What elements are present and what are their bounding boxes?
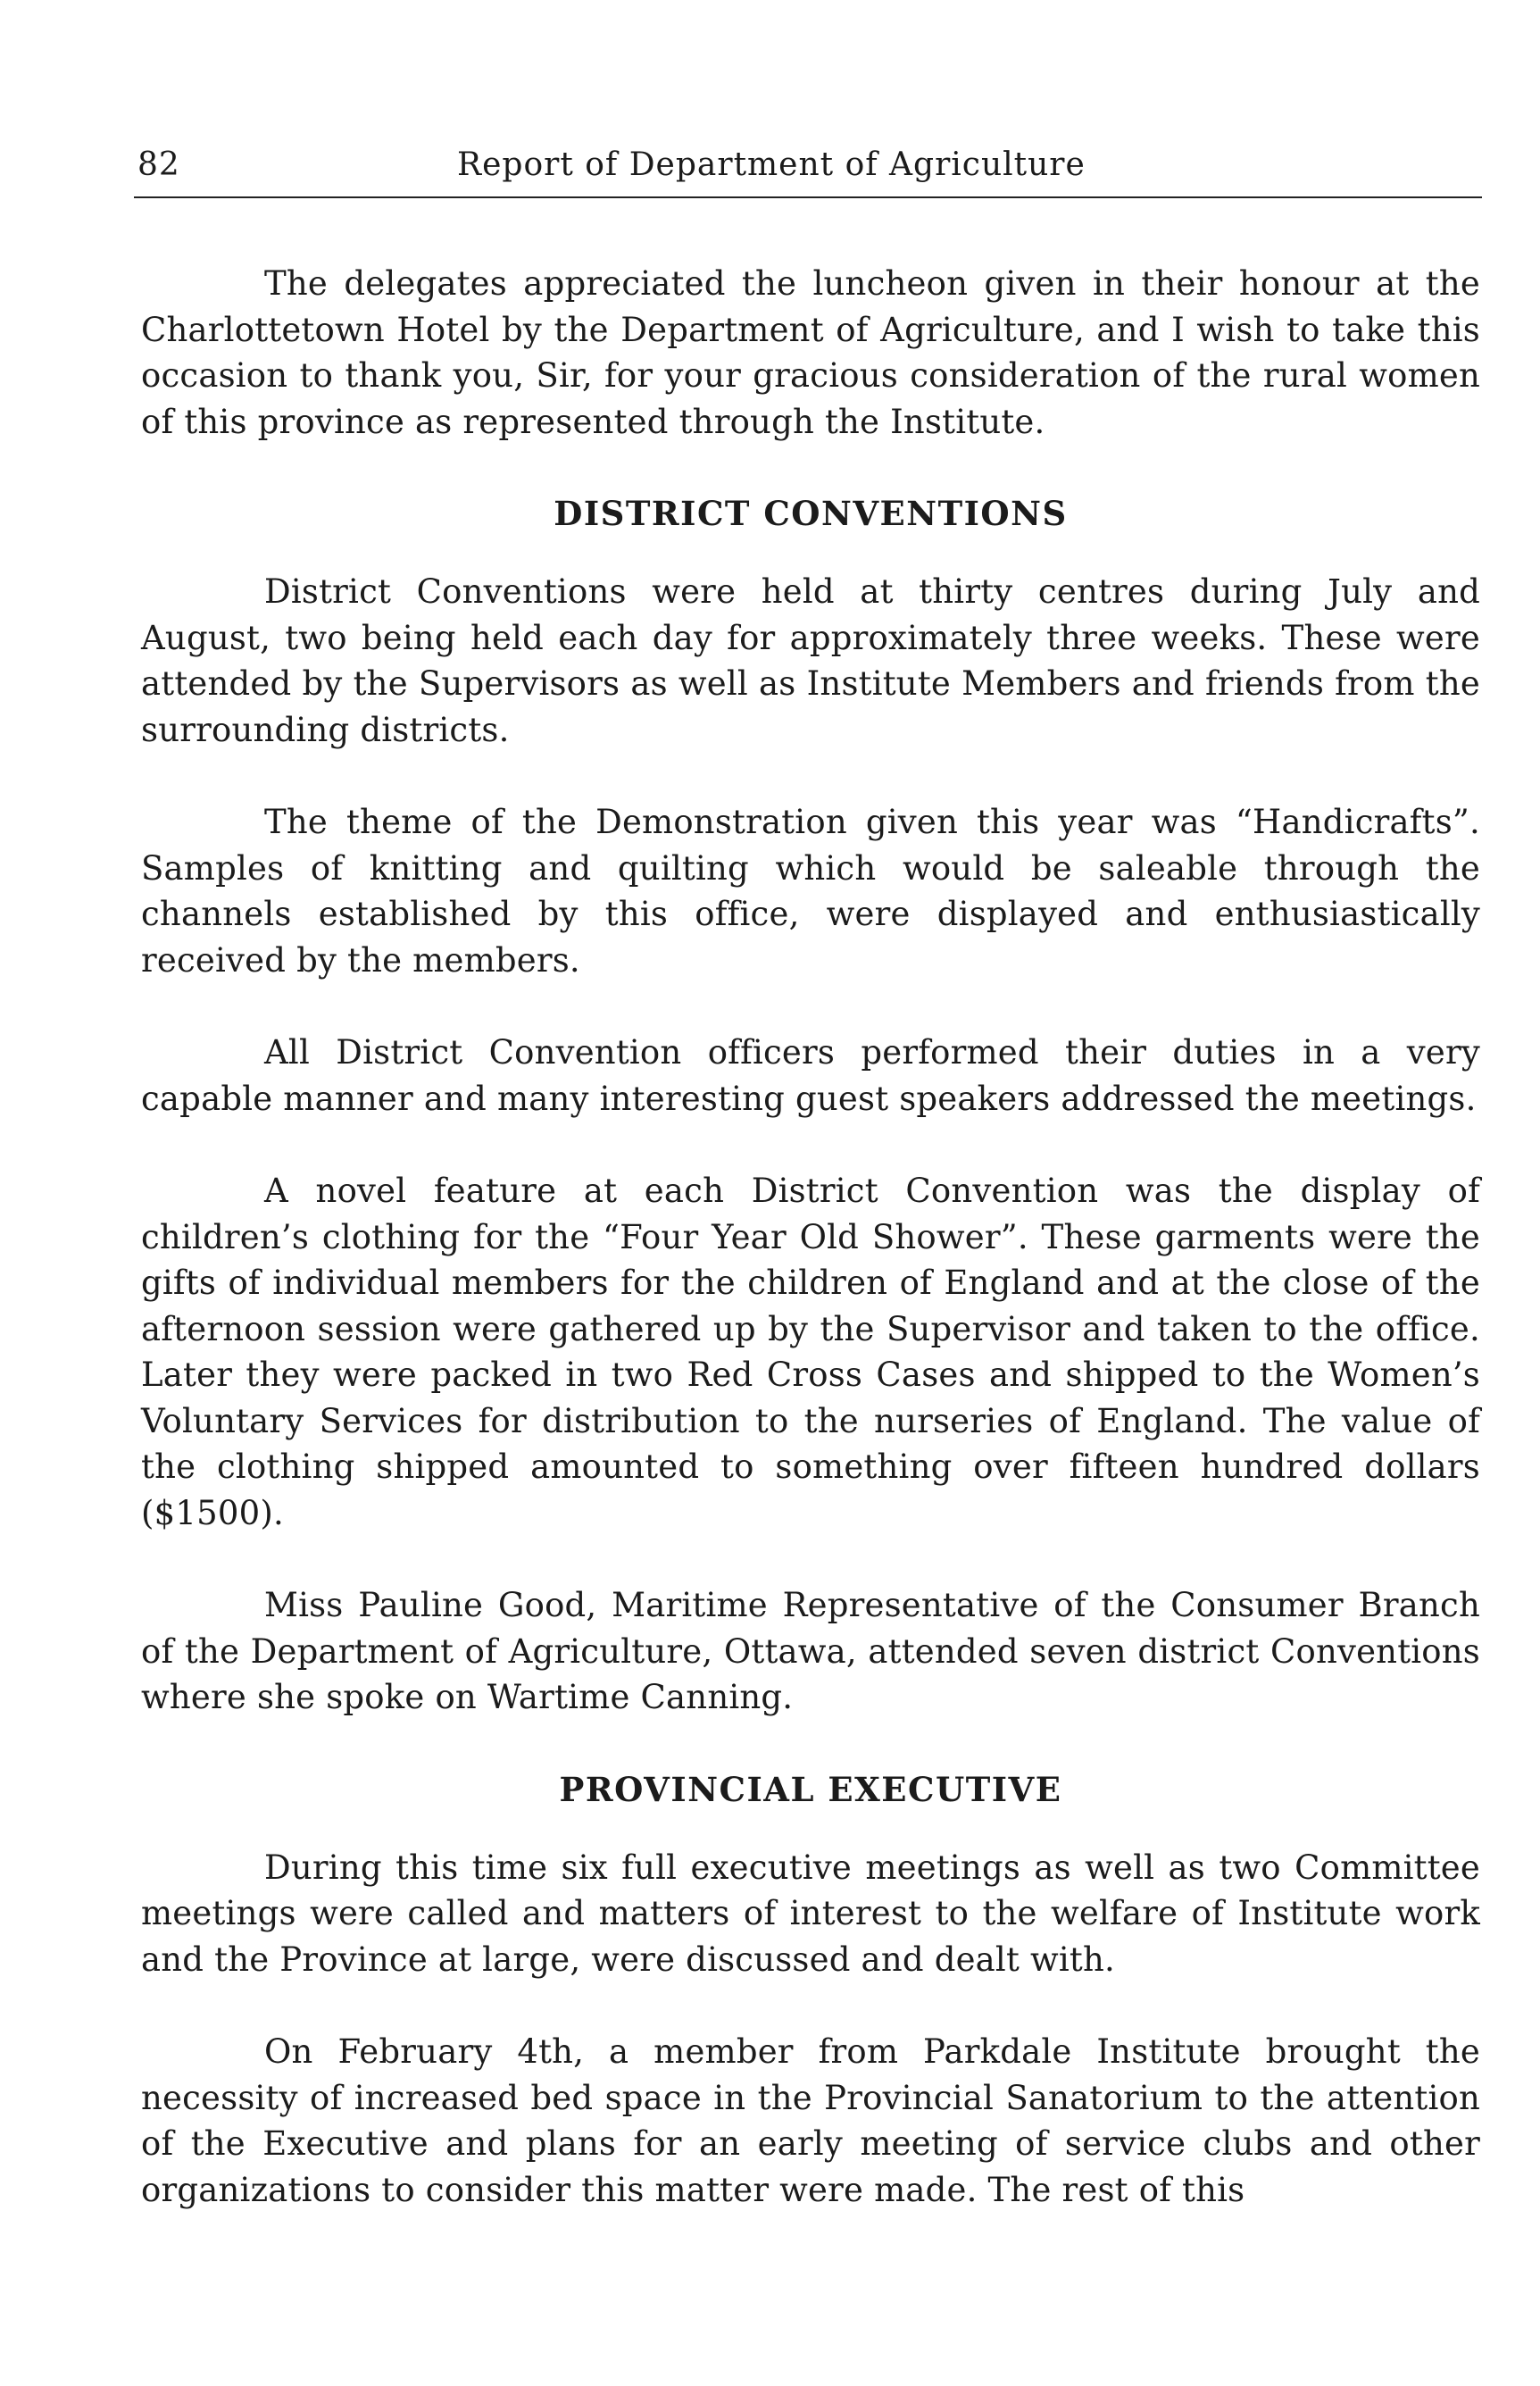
paragraph-district-conventions: District Conventions were held at thirty centres during July and August, two being held each day for approximately three weeks. These were attended by the Supervisors as well as Institute Members and friends from the surrounding districts. <box>141 572 1480 749</box>
running-header <box>134 143 1482 198</box>
heading-district-conventions: DISTRICT CONVENTIONS <box>554 494 1068 533</box>
body-text <box>141 261 1480 2213</box>
heading-provincial-executive: PROVINCIAL EXECUTIVE <box>559 1769 1062 1809</box>
paragraph-four-year-old-shower: A novel feature at each District Convention was the display of children’s clothing for the “Four Year Old Shower”. These garments were the gifts of individual members for the children of England and at the close of the afternoon session were gathered up by the Supervisor and taken to the office. Later they were packed in two Red Cross Cases and shipped to the Women’s Voluntary Services for distribution to the nurseries of England. The value of the clothing shipped amounted to something over fifteen hundred dollars ($1500). <box>141 1172 1480 1532</box>
paragraph-luncheon: The delegates appreciated the luncheon given in their honour at the Charlottetown Hotel by the Department of Agriculture, and I wish to take this occasion to thank you, Sir, for your gracious consideration of the rural women of this province as represented through the Institute. <box>141 264 1480 441</box>
paragraph-convention-officers: All District Convention officers performed their duties in a very capable manner and many interesting guest speakers addressed the meetings. <box>141 1033 1480 1118</box>
paragraph-sanatorium: On February 4th, a member from Parkdale Institute brought the necessity of increased bed space in the Provincial Sanatorium to the attention of the Executive and plans for an early meeting of service clubs and other organizations to consider this matter were made. The rest of this <box>141 2032 1480 2209</box>
paragraph-pauline-good: Miss Pauline Good, Maritime Representative of the Consumer Branch of the Department of Agriculture, Ottawa, attended seven district Conventions where she spoke on Wartime Canning. <box>141 1586 1480 1716</box>
paragraph-executive-meetings: During this time six full executive meetings as well as two Committee meetings were called and matters of interest to the welfare of Institute work and the Province at large, were discussed and dealt with. <box>141 1848 1480 1979</box>
running-title: Report of Department of Agriculture <box>457 146 1086 183</box>
page-number: 82 <box>137 146 180 183</box>
paragraph-demonstration-theme: The theme of the Demonstration given this year was “Handicrafts”. Samples of knitting and quilting which would be saleable through the channels established by this office, were displayed and enthusiastically received by the members. <box>141 803 1480 980</box>
